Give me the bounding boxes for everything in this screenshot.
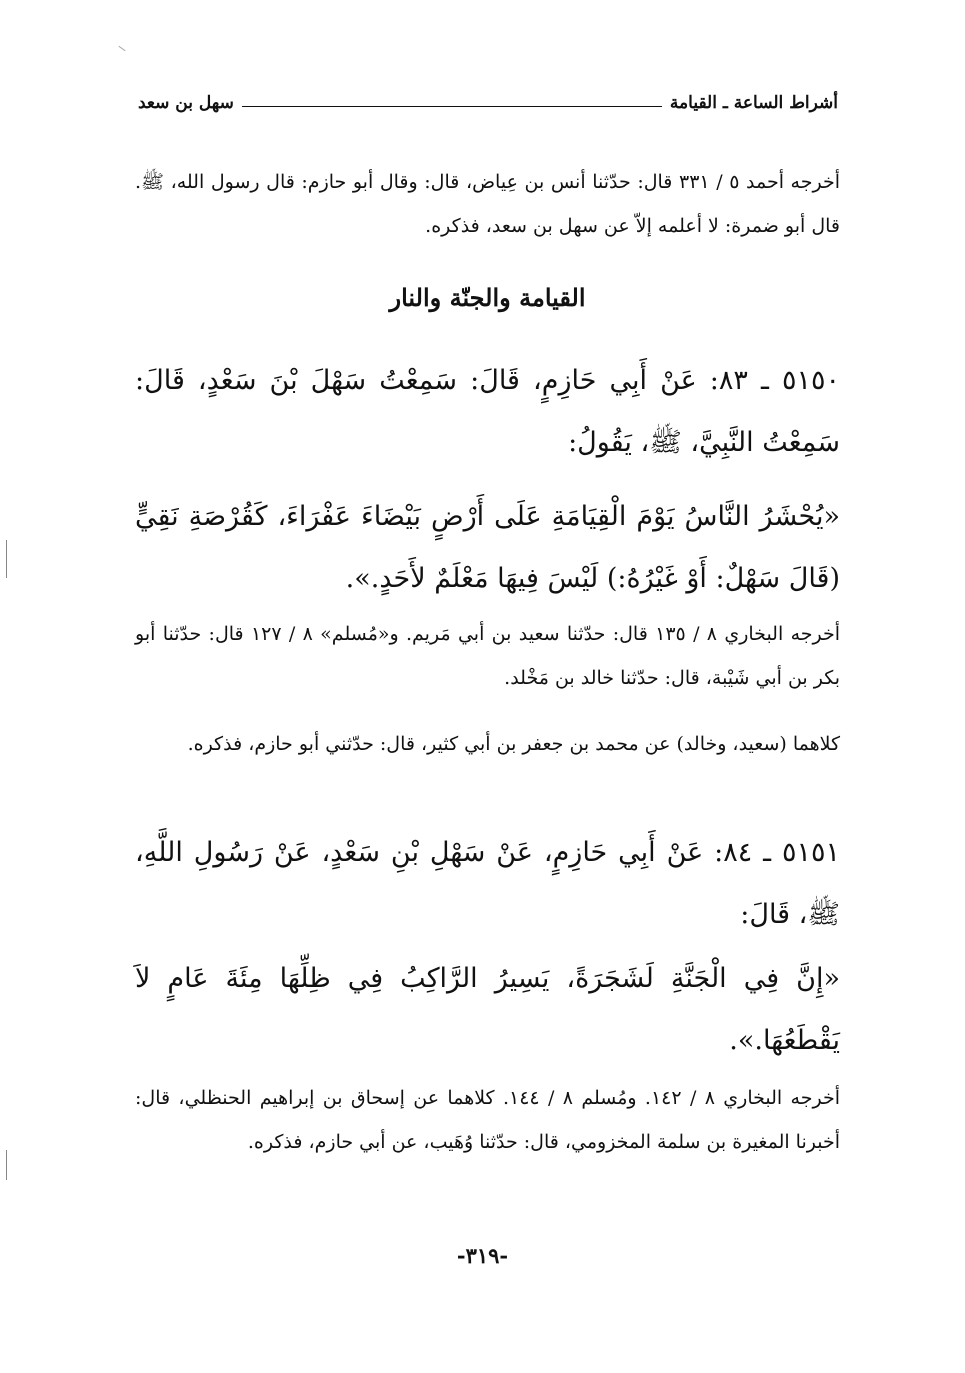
page-number: -٣١٩- (456, 1243, 509, 1268)
header-rule (242, 106, 662, 107)
hadith-5151-chain: ٥١٥١ ـ ٨٤: عَنْ أَبِي حَازِمٍ، عَنْ سَهْلِ بْنِ سَعْدٍ، عَنْ رَسُولِ اللَّهِ، ﷺ، قَالَ: (135, 837, 840, 930)
hadith-5151-matn: «إِنَّ فِي الْجَنَّةِ لَشَجَرَةً، يَسِيرُ الرَّاكِبُ فِي ظِلِّهَا مِئَةَ عَامٍ لاَ يَقْطَعُهَا.». (135, 963, 840, 1056)
hadith-5150-matn: «يُحْشَرُ النَّاسُ يَوْمَ الْقِيَامَةِ عَلَى أَرْضٍ بَيْضَاءَ عَفْرَاءَ، كَقُرْصَةِ نَقِيٍّ (قَالَ سَهْلٌ: أَوْ غَيْرُهُ:) لَيْسَ فِيهَا مَعْلَمٌ لأَحَدٍ.». (135, 501, 840, 594)
hadith-5150-chain: ٥١٥٠ ـ ٨٣: عَنْ أَبِي حَازِمٍ، قَالَ: سَمِعْتُ سَهْلَ بْنَ سَعْدٍ، قَالَ: سَمِعْتُ النَّبِيَّ، ﷺ، يَقُولُ: (135, 365, 840, 458)
scan-speck (118, 46, 125, 51)
header-chapter-title: أشراط الساعة ـ القيامة (669, 93, 838, 113)
scan-margin-line (6, 540, 7, 578)
header-companion-name: سهل بن سعد (138, 93, 234, 113)
scan-margin-line (6, 1150, 7, 1180)
takhrij-note-5150-chain: كلاهما (سعيد، وخالد) عن محمد بن جعفر بن أبي كثير، قال: حدّثني أبو حازم، فذكره. (187, 733, 840, 755)
takhrij-note-intro: أخرجه أحمد ٥ / ٣٣١ قال: حدّثنا أنس بن عِياض، قال: وقال أبو حازم: قال رسول الله، ﷺ. قال أبو ضمرة: لا أعلمه إلاّ عن سهل بن سعد، فذكره. (135, 171, 840, 237)
section-heading: القيامة والجنّة والنار (389, 283, 586, 312)
takhrij-note-5150-sources: أخرجه البخاري ٨ / ١٣٥ قال: حدّثنا سعيد بن أبي مَريم. و«مُسلم» ٨ / ١٢٧ قال: حدّثنا أبو بكر بن أبي شَيْبة، قال: حدّثنا خالد بن مَخْلد. (135, 623, 841, 689)
running-header (138, 88, 838, 118)
takhrij-note-5151: أخرجه البخاري ٨ / ١٤٢. ومُسلم ٨ / ١٤٤. كلاهما عن إسحاق بن إبراهيم الحنظلي، قال: أخبرنا المغيرة بن سلمة المخزومي، قال: حدّثنا وُهَيب، عن أبي حازم، فذكره. (135, 1087, 840, 1153)
